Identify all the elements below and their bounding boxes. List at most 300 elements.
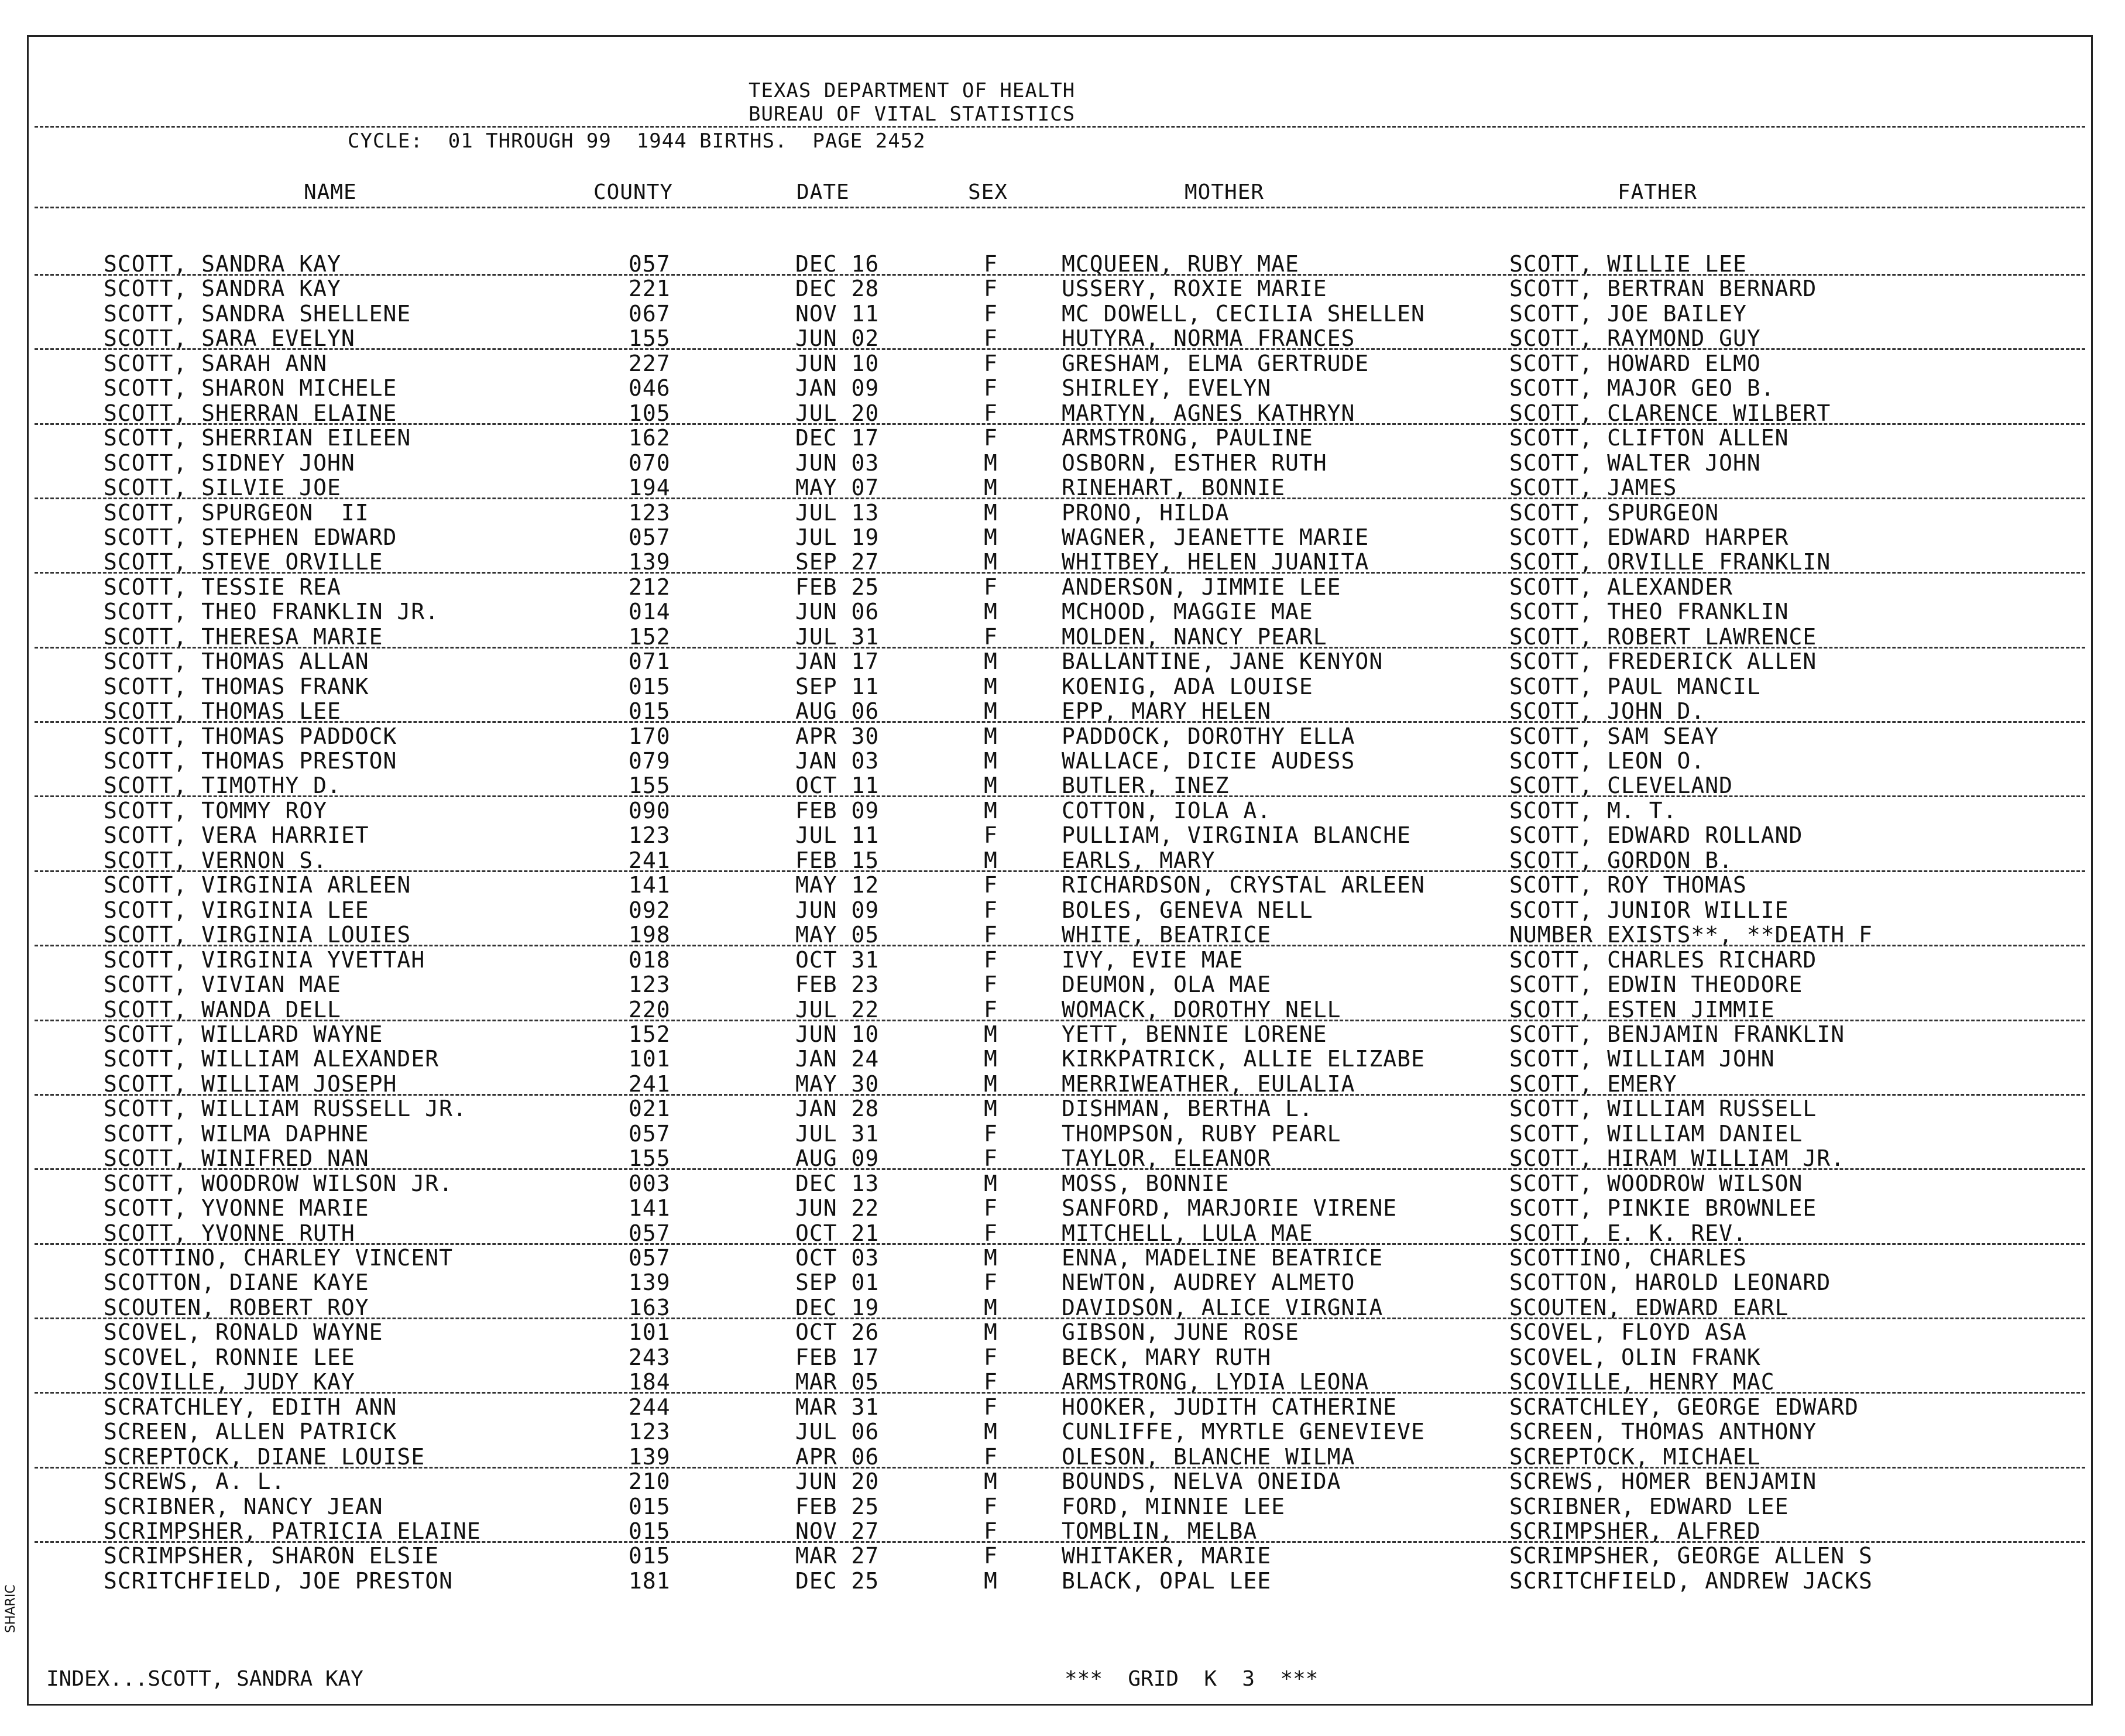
cell-county: 101 <box>629 1046 671 1072</box>
cell-father: SCOVEL, OLIN FRANK <box>1509 1344 1761 1370</box>
cell-name: SCOTT, THOMAS ALLAN <box>104 649 369 675</box>
cell-sex: M <box>984 475 998 501</box>
cell-sex: F <box>984 1493 998 1519</box>
cell-mother: BLACK, OPAL LEE <box>1062 1567 1272 1594</box>
cell-sex: F <box>984 1120 998 1147</box>
cell-mother: RINEHART, BONNIE <box>1062 475 1286 501</box>
cell-date: FEB 09 <box>795 797 880 824</box>
cell-father: SCOTT, HIRAM WILLIAM JR. <box>1509 1145 1845 1172</box>
cell-date: DEC 25 <box>795 1567 880 1594</box>
cell-mother: WOMACK, DOROTHY NELL <box>1062 996 1341 1023</box>
cell-county: 090 <box>629 797 671 824</box>
cell-sex: M <box>984 797 998 824</box>
table-row <box>29 948 2091 972</box>
cell-mother: HOOKER, JUDITH CATHERINE <box>1062 1394 1398 1420</box>
cell-sex: M <box>984 1419 998 1445</box>
cell-mother: WAGNER, JEANETTE MARIE <box>1062 524 1369 550</box>
cell-name: SCRIMPSHER, SHARON ELSIE <box>104 1543 440 1569</box>
cell-father: SCOTT, CLIFTON ALLEN <box>1509 425 1789 451</box>
cell-county: 155 <box>629 773 671 799</box>
cell-name: SCOTT, VERNON S. <box>104 847 328 873</box>
column-header-mother: MOTHER <box>1185 180 1265 204</box>
cell-mother: MARTYN, AGNES KATHRYN <box>1062 400 1355 426</box>
cell-name: SCOTT, TIMOTHY D. <box>104 773 341 799</box>
table-row <box>29 1569 2091 1593</box>
table-row <box>29 699 2091 723</box>
cell-name: SCOTT, THERESA MARIE <box>104 623 383 650</box>
cell-sex: F <box>984 623 998 650</box>
cell-name: SCOTT, VIRGINIA ARLEEN <box>104 872 411 898</box>
cell-name: SCOTT, THOMAS FRANK <box>104 673 369 699</box>
cell-mother: GIBSON, JUNE ROSE <box>1062 1319 1299 1346</box>
cell-county: 184 <box>629 1369 671 1395</box>
cell-county: 015 <box>629 1493 671 1519</box>
cell-county: 057 <box>629 524 671 550</box>
cell-county: 071 <box>629 649 671 675</box>
cell-father: SCOTT, ESTEN JIMMIE <box>1509 996 1775 1023</box>
cell-father: SCOTT, M. T. <box>1509 797 1677 824</box>
table-row <box>29 599 2091 624</box>
cell-father: SCOTT, E. K. REV. <box>1509 1220 1747 1246</box>
cell-name: SCOTT, SANDRA KAY <box>104 276 341 302</box>
table-row <box>29 1469 2091 1494</box>
cell-county: 139 <box>629 1270 671 1296</box>
table-row <box>29 1121 2091 1146</box>
cell-date: JAN 09 <box>795 375 880 402</box>
cell-county: 221 <box>629 276 671 302</box>
cell-date: NOV 11 <box>795 300 880 327</box>
cell-sex: F <box>984 1270 998 1296</box>
cell-father: SCOTT, HOWARD ELMO <box>1509 350 1761 376</box>
table-row <box>29 997 2091 1022</box>
cell-mother: ANDERSON, JIMMIE LEE <box>1062 574 1341 600</box>
bureau-title: BUREAU OF VITAL STATISTICS <box>749 102 1076 126</box>
cell-sex: M <box>984 450 998 476</box>
cell-mother: CUNLIFFE, MYRTLE GENEVIEVE <box>1062 1419 1425 1445</box>
cell-father: SCOTT, EDWARD ROLLAND <box>1509 822 1803 849</box>
cell-name: SCOTT, TESSIE REA <box>104 574 341 600</box>
cell-name: SCOTT, SIDNEY JOHN <box>104 450 355 476</box>
cell-date: JUL 31 <box>795 623 880 650</box>
cell-father: SCOTT, EDWIN THEODORE <box>1509 972 1803 998</box>
cell-father: SCOTT, THEO FRANKLIN <box>1509 599 1789 625</box>
cell-name: SCOTT, SANDRA SHELLENE <box>104 300 411 327</box>
cell-date: JUN 20 <box>795 1469 880 1495</box>
cell-name: SCRITCHFIELD, JOE PRESTON <box>104 1567 453 1594</box>
table-row <box>29 1022 2091 1047</box>
table-row <box>29 1445 2091 1469</box>
row-group-divider <box>35 945 2085 946</box>
cell-date: JUL 13 <box>795 499 880 526</box>
cell-date: DEC 16 <box>795 251 880 277</box>
cell-name: SCOTT, WILLIAM ALEXANDER <box>104 1046 440 1072</box>
cell-father: SCOUTEN, EDWARD EARL <box>1509 1294 1789 1320</box>
cell-name: SCOTT, SARAH ANN <box>104 350 328 376</box>
table-row <box>29 1072 2091 1096</box>
cell-county: 141 <box>629 872 671 898</box>
table-row <box>29 1047 2091 1071</box>
cell-name: SCOTT, VERA HARRIET <box>104 822 369 849</box>
cell-father: SCOTT, ROY THOMAS <box>1509 872 1747 898</box>
cell-name: SCOTT, THOMAS PADDOCK <box>104 723 397 749</box>
cell-sex: M <box>984 1170 998 1196</box>
cell-county: 057 <box>629 251 671 277</box>
cell-date: FEB 25 <box>795 574 880 600</box>
cell-father: SCOTT, JOE BAILEY <box>1509 300 1747 327</box>
cell-name: SCOTT, VIRGINIA YVETTAH <box>104 946 425 973</box>
cell-date: JUL 06 <box>795 1419 880 1445</box>
cell-date: MAR 27 <box>795 1543 880 1569</box>
cell-date: FEB 23 <box>795 972 880 998</box>
cell-county: 241 <box>629 847 671 873</box>
cell-county: 057 <box>629 1245 671 1271</box>
cell-name: SCOVILLE, JUDY KAY <box>104 1369 355 1395</box>
column-divider <box>35 207 2085 208</box>
cell-mother: NEWTON, AUDREY ALMETO <box>1062 1270 1355 1296</box>
cell-mother: WALLACE, DICIE AUDESS <box>1062 748 1355 774</box>
cell-mother: MCQUEEN, RUBY MAE <box>1062 251 1299 277</box>
cell-mother: USSERY, ROXIE MARIE <box>1062 276 1327 302</box>
cell-county: 014 <box>629 599 671 625</box>
cell-sex: F <box>984 972 998 998</box>
row-group-divider <box>35 572 2085 574</box>
cell-name: SCOTT, WILLIAM JOSEPH <box>104 1071 397 1097</box>
cell-date: APR 30 <box>795 723 880 749</box>
cell-mother: BECK, MARY RUTH <box>1062 1344 1272 1370</box>
cell-name: SCOTT, WOODROW WILSON JR. <box>104 1170 453 1196</box>
table-row <box>29 1345 2091 1370</box>
cell-father: SCOTT, JOHN D. <box>1509 698 1705 725</box>
table-row <box>29 1370 2091 1394</box>
table-row <box>29 625 2091 649</box>
cell-sex: M <box>984 499 998 526</box>
cell-mother: EPP, MARY HELEN <box>1062 698 1272 725</box>
table-row <box>29 749 2091 773</box>
cell-county: 079 <box>629 748 671 774</box>
cell-name: SCOTT, SHERRIAN EILEEN <box>104 425 411 451</box>
cell-county: 162 <box>629 425 671 451</box>
cell-date: MAY 07 <box>795 475 880 501</box>
cell-father: SCOTT, WOODROW WILSON <box>1509 1170 1803 1196</box>
cell-date: MAY 30 <box>795 1071 880 1097</box>
cell-sex: F <box>984 350 998 376</box>
table-row <box>29 1494 2091 1519</box>
cell-name: SCOTT, SHERRAN ELAINE <box>104 400 397 426</box>
cell-name: SCOTT, WILLIAM RUSSELL JR. <box>104 1096 467 1122</box>
cell-county: 105 <box>629 400 671 426</box>
cell-sex: M <box>984 847 998 873</box>
cell-date: APR 06 <box>795 1443 880 1470</box>
cell-mother: ENNA, MADELINE BEATRICE <box>1062 1245 1384 1271</box>
cell-county: 194 <box>629 475 671 501</box>
cell-sex: F <box>984 1443 998 1470</box>
cell-date: OCT 31 <box>795 946 880 973</box>
table-row <box>29 1295 2091 1320</box>
cell-date: JAN 28 <box>795 1096 880 1122</box>
cell-father: SCOTT, ALEXANDER <box>1509 574 1733 600</box>
table-row <box>29 798 2091 823</box>
cell-sex: M <box>984 549 998 575</box>
cell-mother: FORD, MINNIE LEE <box>1062 1493 1286 1519</box>
cell-name: SCOTT, TOMMY ROY <box>104 797 328 824</box>
cell-father: SCOTT, MAJOR GEO B. <box>1509 375 1775 402</box>
cell-mother: DAVIDSON, ALICE VIRGNIA <box>1062 1294 1384 1320</box>
cell-date: FEB 15 <box>795 847 880 873</box>
cell-father: SCOTT, BENJAMIN FRANKLIN <box>1509 1021 1845 1047</box>
cell-father: SCOTT, BERTRAN BERNARD <box>1509 276 1817 302</box>
cell-sex: F <box>984 946 998 973</box>
cell-county: 046 <box>629 375 671 402</box>
table-row <box>29 475 2091 500</box>
cell-name: SCREEN, ALLEN PATRICK <box>104 1419 397 1445</box>
table-row <box>29 1196 2091 1220</box>
cell-sex: F <box>984 996 998 1023</box>
cell-date: DEC 28 <box>795 276 880 302</box>
cell-sex: M <box>984 673 998 699</box>
table-row <box>29 525 2091 550</box>
row-group-divider <box>35 348 2085 350</box>
row-group-divider <box>35 498 2085 499</box>
cell-mother: PULLIAM, VIRGINIA BLANCHE <box>1062 822 1411 849</box>
cell-father: SCRITCHFIELD, ANDREW JACKS <box>1509 1567 1873 1594</box>
cell-date: DEC 19 <box>795 1294 880 1320</box>
cell-sex: M <box>984 524 998 550</box>
cell-name: SCOTT, SPURGEON II <box>104 499 369 526</box>
cell-sex: F <box>984 922 998 948</box>
cell-date: OCT 26 <box>795 1319 880 1346</box>
cell-father: SCOTT, LEON O. <box>1509 748 1705 774</box>
cell-sex: F <box>984 375 998 402</box>
cell-date: JUL 31 <box>795 1120 880 1147</box>
cell-mother: MERRIWEATHER, EULALIA <box>1062 1071 1355 1097</box>
table-row <box>29 1395 2091 1419</box>
cell-mother: BOUNDS, NELVA ONEIDA <box>1062 1469 1341 1495</box>
department-title: TEXAS DEPARTMENT OF HEALTH <box>749 79 1076 102</box>
cell-date: JUN 09 <box>795 897 880 923</box>
cell-name: SCOTTINO, CHARLEY VINCENT <box>104 1245 453 1271</box>
cell-father: SCOTT, ORVILLE FRANKLIN <box>1509 549 1831 575</box>
cell-sex: F <box>984 251 998 277</box>
cell-name: SCREPTOCK, DIANE LOUISE <box>104 1443 425 1470</box>
cell-date: DEC 17 <box>795 425 880 451</box>
cell-county: 070 <box>629 450 671 476</box>
cell-father: SCRIMPSHER, ALFRED <box>1509 1518 1761 1544</box>
cell-county: 244 <box>629 1394 671 1420</box>
cell-father: SCRATCHLEY, GEORGE EDWARD <box>1509 1394 1859 1420</box>
cell-mother: MOSS, BONNIE <box>1062 1170 1230 1196</box>
cell-name: SCOTT, SHARON MICHELE <box>104 375 397 402</box>
cell-date: MAY 12 <box>795 872 880 898</box>
cell-name: SCOTT, STEPHEN EDWARD <box>104 524 397 550</box>
cell-father: SCOTT, PAUL MANCIL <box>1509 673 1761 699</box>
cell-name: SCRIBNER, NANCY JEAN <box>104 1493 383 1519</box>
cell-father: SCOVEL, FLOYD ASA <box>1509 1319 1747 1346</box>
cell-father: SCOTT, SPURGEON <box>1509 499 1719 526</box>
cell-name: SCOTT, VIVIAN MAE <box>104 972 341 998</box>
cell-father: SCOTT, CLARENCE WILBERT <box>1509 400 1831 426</box>
cell-name: SCOTT, STEVE ORVILLE <box>104 549 383 575</box>
table-row <box>29 276 2091 301</box>
cell-sex: F <box>984 1344 998 1370</box>
table-row <box>29 1543 2091 1568</box>
cell-mother: GRESHAM, ELMA GERTRUDE <box>1062 350 1369 376</box>
cell-mother: MCHOOD, MAGGIE MAE <box>1062 599 1313 625</box>
cell-mother: WHITAKER, MARIE <box>1062 1543 1272 1569</box>
cell-date: SEP 01 <box>795 1270 880 1296</box>
cell-name: SCOUTEN, ROBERT ROY <box>104 1294 369 1320</box>
cell-sex: M <box>984 723 998 749</box>
cell-name: SCOTT, SARA EVELYN <box>104 325 355 352</box>
cell-date: FEB 17 <box>795 1344 880 1370</box>
table-row <box>29 773 2091 798</box>
cell-sex: F <box>984 1543 998 1569</box>
header-divider <box>35 126 2085 128</box>
cell-mother: DISHMAN, BERTHA L. <box>1062 1096 1313 1122</box>
table-row <box>29 1221 2091 1246</box>
cell-mother: OLESON, BLANCHE WILMA <box>1062 1443 1355 1470</box>
cell-sex: M <box>984 1096 998 1122</box>
cell-date: JUL 11 <box>795 822 880 849</box>
cell-county: 141 <box>629 1195 671 1222</box>
cell-father: SCOTT, JUNIOR WILLIE <box>1509 897 1789 923</box>
table-row <box>29 326 2091 351</box>
table-row <box>29 922 2091 947</box>
cycle-line: CYCLE: 01 THROUGH 99 1944 BIRTHS. PAGE 2452 <box>348 129 926 153</box>
table-row <box>29 724 2091 749</box>
cell-mother: IVY, EVIE MAE <box>1062 946 1244 973</box>
column-header-date: DATE <box>797 180 850 204</box>
cell-sex: F <box>984 1220 998 1246</box>
cell-father: SCOTT, EMERY <box>1509 1071 1677 1097</box>
table-row <box>29 1146 2091 1171</box>
cell-sex: M <box>984 1046 998 1072</box>
row-group-divider <box>35 795 2085 797</box>
cell-sex: M <box>984 599 998 625</box>
cell-county: 155 <box>629 325 671 352</box>
cell-county: 057 <box>629 1220 671 1246</box>
cell-date: MAY 05 <box>795 922 880 948</box>
cell-county: 220 <box>629 996 671 1023</box>
cell-date: AUG 06 <box>795 698 880 725</box>
cell-name: SCRIMPSHER, PATRICIA ELAINE <box>104 1518 481 1544</box>
table-row <box>29 848 2091 873</box>
cell-county: 123 <box>629 822 671 849</box>
cell-mother: TOMBLIN, MELBA <box>1062 1518 1258 1544</box>
grid-footer: *** GRID K 3 *** <box>1065 1667 1319 1691</box>
side-label: SHARIC <box>4 1584 18 1633</box>
cell-sex: F <box>984 1195 998 1222</box>
table-row <box>29 1419 2091 1444</box>
cell-sex: M <box>984 649 998 675</box>
cell-date: OCT 03 <box>795 1245 880 1271</box>
cell-date: JAN 17 <box>795 649 880 675</box>
cell-father: SCREPTOCK, MICHAEL <box>1509 1443 1761 1470</box>
cell-date: JUN 06 <box>795 599 880 625</box>
table-row <box>29 351 2091 376</box>
cell-sex: M <box>984 1319 998 1346</box>
cell-date: JUN 10 <box>795 1021 880 1047</box>
cell-sex: M <box>984 1245 998 1271</box>
cell-mother: SHIRLEY, EVELYN <box>1062 375 1272 402</box>
cell-name: SCOTT, THOMAS LEE <box>104 698 341 725</box>
cell-father: SCOTT, CLEVELAND <box>1509 773 1733 799</box>
cell-date: MAR 31 <box>795 1394 880 1420</box>
cell-sex: M <box>984 1469 998 1495</box>
cell-mother: KIRKPATRICK, ALLIE ELIZABE <box>1062 1046 1425 1072</box>
cell-name: SCOTT, SILVIE JOE <box>104 475 341 501</box>
cell-sex: F <box>984 425 998 451</box>
table-row <box>29 550 2091 574</box>
cell-date: DEC 13 <box>795 1170 880 1196</box>
cell-date: SEP 11 <box>795 673 880 699</box>
column-header-sex: SEX <box>968 180 1008 204</box>
cell-county: 139 <box>629 1443 671 1470</box>
cell-mother: RICHARDSON, CRYSTAL ARLEEN <box>1062 872 1425 898</box>
cell-date: JUN 03 <box>795 450 880 476</box>
table-row <box>29 972 2091 997</box>
cell-mother: MC DOWELL, CECILIA SHELLEN <box>1062 300 1425 327</box>
cell-mother: ARMSTRONG, LYDIA LEONA <box>1062 1369 1369 1395</box>
cell-mother: WHITE, BEATRICE <box>1062 922 1272 948</box>
cell-mother: TAYLOR, ELEANOR <box>1062 1145 1272 1172</box>
cell-name: SCOTT, THOMAS PRESTON <box>104 748 397 774</box>
cell-name: SCOTT, WANDA DELL <box>104 996 341 1023</box>
cell-date: JUL 20 <box>795 400 880 426</box>
cell-sex: F <box>984 400 998 426</box>
cell-mother: OSBORN, ESTHER RUTH <box>1062 450 1327 476</box>
table-row <box>29 376 2091 400</box>
table-row <box>29 500 2091 525</box>
cell-mother: DEUMON, OLA MAE <box>1062 972 1272 998</box>
cell-county: 170 <box>629 723 671 749</box>
cell-father: SCOTT, JAMES <box>1509 475 1677 501</box>
cell-name: SCOTT, WILLARD WAYNE <box>104 1021 383 1047</box>
cell-father: SCRIBNER, EDWARD LEE <box>1509 1493 1789 1519</box>
cell-sex: M <box>984 1021 998 1047</box>
cell-county: 155 <box>629 1145 671 1172</box>
cell-date: JAN 24 <box>795 1046 880 1072</box>
table-row <box>29 401 2091 426</box>
table-row <box>29 873 2091 897</box>
cell-county: 015 <box>629 673 671 699</box>
cell-county: 152 <box>629 1021 671 1047</box>
cell-father: SCOTT, GORDON B. <box>1509 847 1733 873</box>
table-row <box>29 649 2091 674</box>
column-header-father: FATHER <box>1618 180 1698 204</box>
table-row <box>29 252 2091 276</box>
cell-name: SCOTT, SANDRA KAY <box>104 251 341 277</box>
cell-name: SCOVEL, RONALD WAYNE <box>104 1319 383 1346</box>
cell-mother: MOLDEN, NANCY PEARL <box>1062 623 1327 650</box>
row-group-divider <box>35 1168 2085 1170</box>
cell-county: 015 <box>629 698 671 725</box>
table-row <box>29 1246 2091 1270</box>
table-row <box>29 674 2091 699</box>
table-row <box>29 575 2091 599</box>
cell-sex: F <box>984 822 998 849</box>
cell-father: SCOTT, EDWARD HARPER <box>1509 524 1789 550</box>
cell-father: SCOTT, WALTER JOHN <box>1509 450 1761 476</box>
cell-sex: F <box>984 1518 998 1544</box>
cell-father: SCREEN, THOMAS ANTHONY <box>1509 1419 1817 1445</box>
cell-mother: THOMPSON, RUBY PEARL <box>1062 1120 1341 1147</box>
cell-mother: BUTLER, INEZ <box>1062 773 1230 799</box>
cell-name: SCOTT, WINIFRED NAN <box>104 1145 369 1172</box>
cell-mother: BALLANTINE, JANE KENYON <box>1062 649 1384 675</box>
cell-name: SCOTTON, DIANE KAYE <box>104 1270 369 1296</box>
cell-date: JUN 02 <box>795 325 880 352</box>
cell-date: JUL 22 <box>795 996 880 1023</box>
